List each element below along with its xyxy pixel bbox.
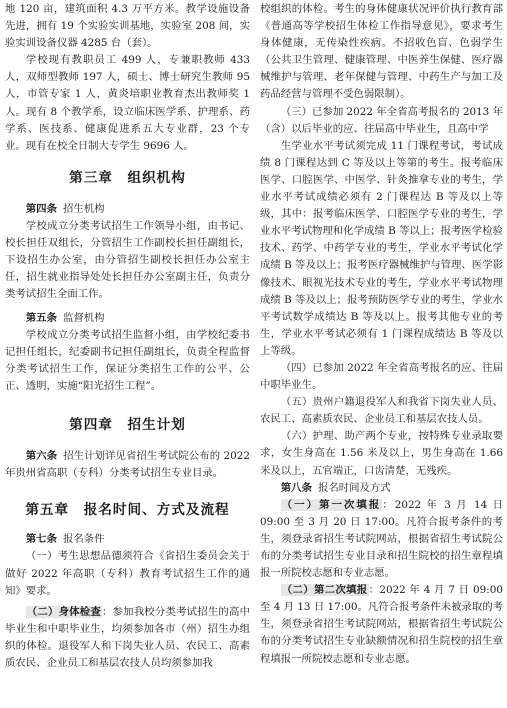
fill-round-2-body: ：2022 年 4 月 7 日 09:00 至 4 月 13 日 17:00。凡符合报考条件未被录取的考生，须登录省招生考试院网站，根据省招生考试院公布的分类考试招生专业缺额情况和招生院校的招生章程填报一所院校志愿和专业志愿。 <box>260 584 503 665</box>
article-5-body: 学校成立分类考试招生监督小组，由学校纪委书记担任组长，纪委副书记担任副组长，负责全程监督分类考试招生工作，保证分类招生工作的公平、公正、透明，实施“阳光招生工程”。 <box>5 328 250 392</box>
article-8-title: 报名时间及方式 <box>317 481 391 494</box>
chapter-4-heading: 第四章 招生计划 <box>69 416 186 433</box>
condition-5: （五）贵州户籍退役军人和我省下岗失业人员、农民工、高素质农民、企业员工和基层农技人员。 <box>260 396 503 426</box>
fill-round-2-label: （二）第二次填报 <box>281 584 368 597</box>
article-8-label: 第八条 <box>280 481 312 494</box>
article-6-label: 第六条 <box>25 450 58 463</box>
article-8-heading <box>260 480 503 497</box>
article-5-label: 第五条 <box>25 311 57 324</box>
article-7-title: 报名条件 <box>62 533 105 546</box>
article-5-title: 监督机构 <box>62 311 105 324</box>
chapter-3-heading: 第三章 组织机构 <box>69 169 186 186</box>
condition-2-label: （二）身体检查 <box>26 605 101 618</box>
right-column <box>260 1 503 668</box>
article-6 <box>5 448 250 482</box>
article-5-heading <box>5 310 250 327</box>
fill-round-1-body: ：2022 年 3 月 14 日 09:00 至 3 月 20 日 17:00。凡符合报考条件的考生，须登录省招生考试院网站，根据省招生考试院公布的分类考试招生专业目录和招生院校的招生章程填报一所院校志愿和专业志愿。 <box>260 498 503 580</box>
article-4-body: 学校成立分类考试招生工作领导小组，由书记、校长担任双组长，分管招生工作副校长担任副组长，下设招生办公室，由分管招生副校长担任办公室主任，招生就业指导处处长担任办公室副主任，负责分类考试招生全面工作。 <box>5 220 250 301</box>
paragraph-staff: 学校现有教职员工 499 人，专兼职教师 433 人，双师型教师 197 人，硕士、博士研究生教师 95 人，市管专家 1 人，黄炎培职业教育杰出教师奖 1 人。现有 8 个教学系，设立临床医学系、护理系、药学系、医技系、健康促进系五大专业群，23 个专业。现有在校全日制大专学生 9696 人。 <box>5 54 250 152</box>
article-6-body: 招生计划详见省招生考试院公布的 2022 年贵州省高职（专科）分类考试招生专业目录。 <box>5 450 251 480</box>
fill-round-1 <box>260 497 503 582</box>
condition-3-part-b: 生学业水平考试须完成 11 门课程考试，考试成绩 8 门课程达到 C 等及以上等第的考生。报考临床医学、口腔医学、中医学、针灸推拿专业的考生，学业水平考试成绩必须有 2 门课程达 B 等及以上等级，其中：报考临床医学、口腔医学专业的考生，学业水平考试物理和化学成绩 B 等以上；报考医学检验技术、药学、中药学专业的考生，学业水平考试化学成绩 B 等及以上；报考医疗器械维护与管理、医学影像技术、眼视光技术专业的考生，学业水平考试物理成绩 B 等及以上；报考预防医学专业的考生，学业水平考试数学成绩达 B 等及以上。报考其他专业的考生，学业水平考试必须有 1 门课程成绩达 B 等及以上等级。 <box>260 139 503 357</box>
fill-round-2 <box>260 582 503 667</box>
article-4-heading <box>5 201 250 218</box>
left-column <box>5 1 250 672</box>
paragraph-facilities: 地 120 亩，建筑面积 4.3 万平方米。教学设施设备先进，拥有 19 个实验实训基地，实验室 208 间，实验实训设备仪器 4285 台（套）。 <box>5 3 250 50</box>
condition-4: （四）已参加 2022 年全省高考报名的应、往届中职毕业生。 <box>260 361 503 392</box>
article-7-heading <box>5 531 250 548</box>
article-7-label: 第七条 <box>25 533 57 546</box>
article-4-title: 招生机构 <box>62 202 105 215</box>
chapter-5-heading: 第五章 报名时间、方式及流程 <box>25 502 230 519</box>
article-4-label: 第四条 <box>25 202 57 215</box>
condition-2-continued: 校组织的体检。考生的身体健康状况评价执行教育部《普通高等学校招生体检工作指导意见》，要求考生身体健康，无传染性疾病。不招收色盲、色弱学生（公共卫生管理、健康管理、中医养生保健、医疗器械维护与管理、老年保健与管理、中药生产与加工及药品经营与管理不受色弱限制）。 <box>260 3 503 101</box>
condition-2-body: ：参加我校分类考试招生的高中毕业生和中职毕业生，均须参加各市（州）招生办组织的体检。退役军人和下岗失业人员、农民工、高素质农民、企业员工和基层农技人员均须参加我 <box>5 605 251 669</box>
condition-2 <box>5 604 250 672</box>
condition-1: （一）考生思想品德须符合《省招生委员会关于做好 2022 年高职（专科）教育考试招生工作的通知》要求。 <box>5 550 250 597</box>
fill-round-1-label: （一）第一次填报 <box>281 498 382 511</box>
condition-3-part-a: （三）已参加 2022 年全省高考报名的 2013 年（含）以后毕业的应、往届高中毕业生，且高中学 <box>260 105 503 135</box>
condition-6: （六）护理、助产两个专业，按特殊专业录取要求，女生身高在 1.56 米及以上，男生身高在 1.66 米及以上，五官端正，口齿清楚，无残疾。 <box>260 430 503 477</box>
